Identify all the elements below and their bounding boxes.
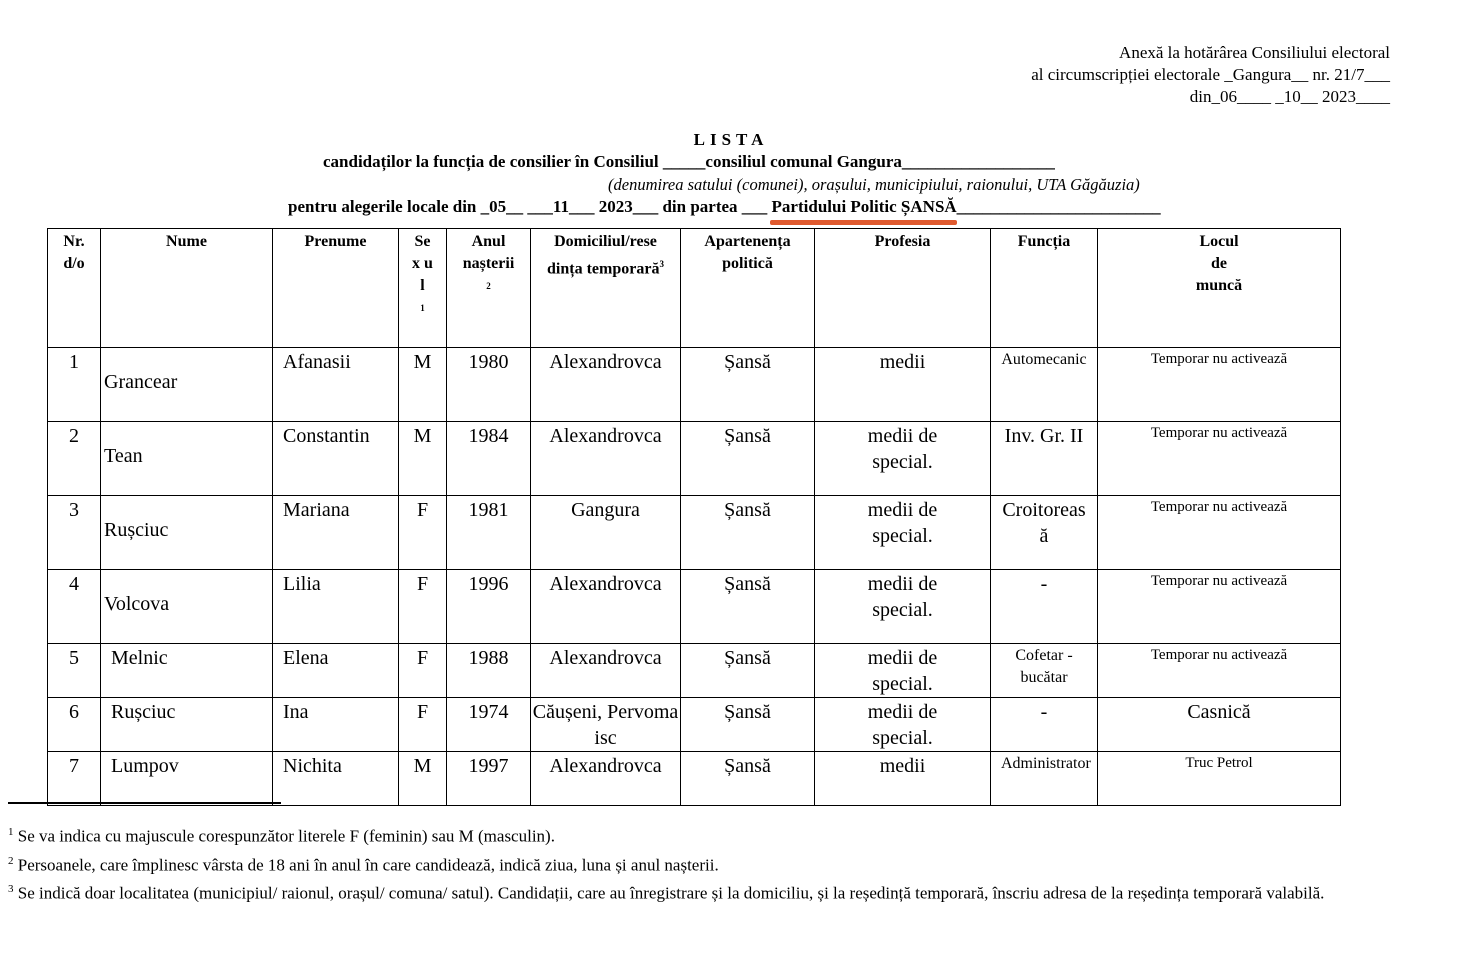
- cell-nume: Rușciuc: [101, 496, 273, 570]
- cell-domiciliu: Alexandrovca: [531, 422, 681, 496]
- footnote-separator: [8, 802, 281, 804]
- cell-anul: 1996: [447, 570, 531, 644]
- cell-sex: F: [399, 644, 447, 698]
- header-locul: Locul de muncă: [1098, 229, 1341, 348]
- footnotes: [8, 822, 1448, 908]
- cell-nr: 3: [48, 496, 101, 570]
- header-anul-text: Anul nașterii: [462, 233, 515, 272]
- footnote-1-number: 1: [8, 826, 14, 838]
- cell-profesia: medii de special.: [815, 644, 991, 698]
- footnote-3-text: Se indică doar localitatea (municipiul/ raionul, orașul/ comuna/ satul). Candidații, care au înregistrare și la domiciliu, și la reședință temporară, înscriu adresa de la reședința temporară valabilă.: [17, 883, 1325, 903]
- cell-apartenenta: Șansă: [681, 752, 815, 806]
- cell-apartenenta: Șansă: [681, 422, 815, 496]
- cell-apartenenta: Șansă: [681, 698, 815, 752]
- cell-sex: F: [399, 496, 447, 570]
- annex-header: [1031, 42, 1390, 108]
- cell-anul: 1988: [447, 644, 531, 698]
- footnote-1-text: Se va indica cu majuscule corespunzător literele F (feminin) sau M (masculin).: [17, 826, 555, 846]
- cell-profesia: medii de special.: [815, 570, 991, 644]
- election-line-suffix: ________________________: [956, 197, 1161, 216]
- cell-sex: M: [399, 348, 447, 422]
- header-sex: [399, 229, 447, 348]
- election-line: [288, 197, 1161, 217]
- cell-domiciliu: Alexandrovca: [531, 644, 681, 698]
- cell-domiciliu: Alexandrovca: [531, 570, 681, 644]
- table-row: [48, 348, 1341, 422]
- footnote-2-text: Persoanele, care împlinesc vârsta de 18 ani în anul în care candidează, indică ziua, luna și anul nașterii.: [17, 855, 719, 875]
- cell-locul: Truc Petrol: [1098, 752, 1341, 806]
- cell-domiciliu: Căușeni, Pervomaisc: [531, 698, 681, 752]
- footnote-ref-2: 2: [486, 281, 491, 291]
- election-line-prefix: pentru alegerile locale din _05__ ___11___ 2023___ din partea ___: [288, 197, 772, 216]
- header-functia: Funcția: [991, 229, 1098, 348]
- cell-anul: 1997: [447, 752, 531, 806]
- cell-sex: F: [399, 698, 447, 752]
- cell-functia: Cofetar - bucătar: [991, 644, 1098, 698]
- cell-nr: 4: [48, 570, 101, 644]
- footnote-2-number: 2: [8, 854, 14, 867]
- cell-nume: Rușciuc: [101, 698, 273, 752]
- cell-nume: Grancear: [101, 348, 273, 422]
- header-anul: [447, 229, 531, 348]
- cell-profesia: medii de special.: [815, 698, 991, 752]
- table-row: [48, 644, 1341, 698]
- footnote-1: [8, 822, 1448, 847]
- cell-locul: Temporar nu activează: [1098, 496, 1341, 570]
- cell-profesia: medii: [815, 752, 991, 806]
- party-highlight-mark: [770, 220, 957, 225]
- cell-locul: Temporar nu activează: [1098, 570, 1341, 644]
- footnote-2: [8, 851, 1448, 876]
- cell-functia: Administrator: [991, 752, 1098, 806]
- cell-domiciliu: Alexandrovca: [531, 752, 681, 806]
- cell-apartenenta: Șansă: [681, 644, 815, 698]
- header-nume: Nume: [101, 229, 273, 348]
- party-name-text: Partidului Politic ȘANSĂ: [771, 197, 957, 216]
- header-apartenenta: Apartenența politică: [681, 229, 815, 348]
- council-line: candidaților la funcția de consilier în Consiliul _____consiliul comunal Gangura__________________: [323, 152, 1055, 171]
- cell-locul: Temporar nu activează: [1098, 644, 1341, 698]
- cell-nr: 6: [48, 698, 101, 752]
- party-name: [772, 197, 957, 217]
- cell-profesia: medii: [815, 348, 991, 422]
- cell-nume: Volcova: [101, 570, 273, 644]
- cell-nume: Melnic: [101, 644, 273, 698]
- header-nr: Nr. d/o: [48, 229, 101, 348]
- cell-prenume: Nichita: [273, 752, 399, 806]
- table-row: [48, 570, 1341, 644]
- annex-line-3: din_06____ _10__ 2023____: [1189, 87, 1390, 106]
- cell-anul: 1974: [447, 698, 531, 752]
- table-row: [48, 422, 1341, 496]
- cell-functia: Croitoreasă: [991, 496, 1098, 570]
- cell-apartenenta: Șansă: [681, 570, 815, 644]
- cell-anul: 1981: [447, 496, 531, 570]
- table-row: [48, 698, 1341, 752]
- annex-line-2: al circumscripției electorale _Gangura__ nr. 21/7___: [1031, 65, 1390, 84]
- cell-nr: 5: [48, 644, 101, 698]
- cell-prenume: Mariana: [273, 496, 399, 570]
- cell-apartenenta: Șansă: [681, 496, 815, 570]
- cell-functia: Automecanic: [991, 348, 1098, 422]
- footnote-3-number: 3: [8, 883, 14, 896]
- cell-sex: F: [399, 570, 447, 644]
- cell-anul: 1980: [447, 348, 531, 422]
- cell-apartenenta: Șansă: [681, 348, 815, 422]
- cell-functia: -: [991, 570, 1098, 644]
- cell-functia: -: [991, 698, 1098, 752]
- cell-locul: Temporar nu activează: [1098, 348, 1341, 422]
- footnote-3: [8, 879, 1448, 904]
- header-profesia: Profesia: [815, 229, 991, 348]
- cell-functia: Inv. Gr. II: [991, 422, 1098, 496]
- cell-nr: 7: [48, 752, 101, 806]
- document-title: LISTA: [693, 130, 769, 149]
- candidates-table: [47, 228, 1341, 806]
- cell-locul: Temporar nu activează: [1098, 422, 1341, 496]
- cell-sex: M: [399, 752, 447, 806]
- footnote-ref-1: 1: [420, 303, 425, 313]
- header-domiciliu: [531, 229, 681, 348]
- cell-prenume: Lilia: [273, 570, 399, 644]
- cell-prenume: Afanasii: [273, 348, 399, 422]
- cell-sex: M: [399, 422, 447, 496]
- denumirea-hint: (denumirea satului (comunei), orașului, municipiului, raionului, UTA Găgăuzia): [608, 175, 1140, 194]
- cell-profesia: medii de special.: [815, 496, 991, 570]
- cell-prenume: Ina: [273, 698, 399, 752]
- annex-line-1: Anexă la hotărârea Consiliului electoral: [1119, 43, 1390, 62]
- cell-profesia: medii de special.: [815, 422, 991, 496]
- header-sex-text: Se x u l: [412, 233, 433, 294]
- cell-nr: 1: [48, 348, 101, 422]
- cell-nr: 2: [48, 422, 101, 496]
- header-prenume: Prenume: [273, 229, 399, 348]
- table-header-row: [48, 229, 1341, 348]
- header-domiciliu-text: Domiciliul/rese dința temporară: [547, 233, 660, 278]
- footnote-ref-3: 3: [659, 259, 664, 269]
- cell-prenume: Constantin: [273, 422, 399, 496]
- table-row: [48, 752, 1341, 806]
- cell-domiciliu: Alexandrovca: [531, 348, 681, 422]
- cell-prenume: Elena: [273, 644, 399, 698]
- cell-domiciliu: Gangura: [531, 496, 681, 570]
- cell-anul: 1984: [447, 422, 531, 496]
- cell-locul: Casnică: [1098, 698, 1341, 752]
- cell-nume: Tean: [101, 422, 273, 496]
- table-row: [48, 496, 1341, 570]
- cell-nume: Lumpov: [101, 752, 273, 806]
